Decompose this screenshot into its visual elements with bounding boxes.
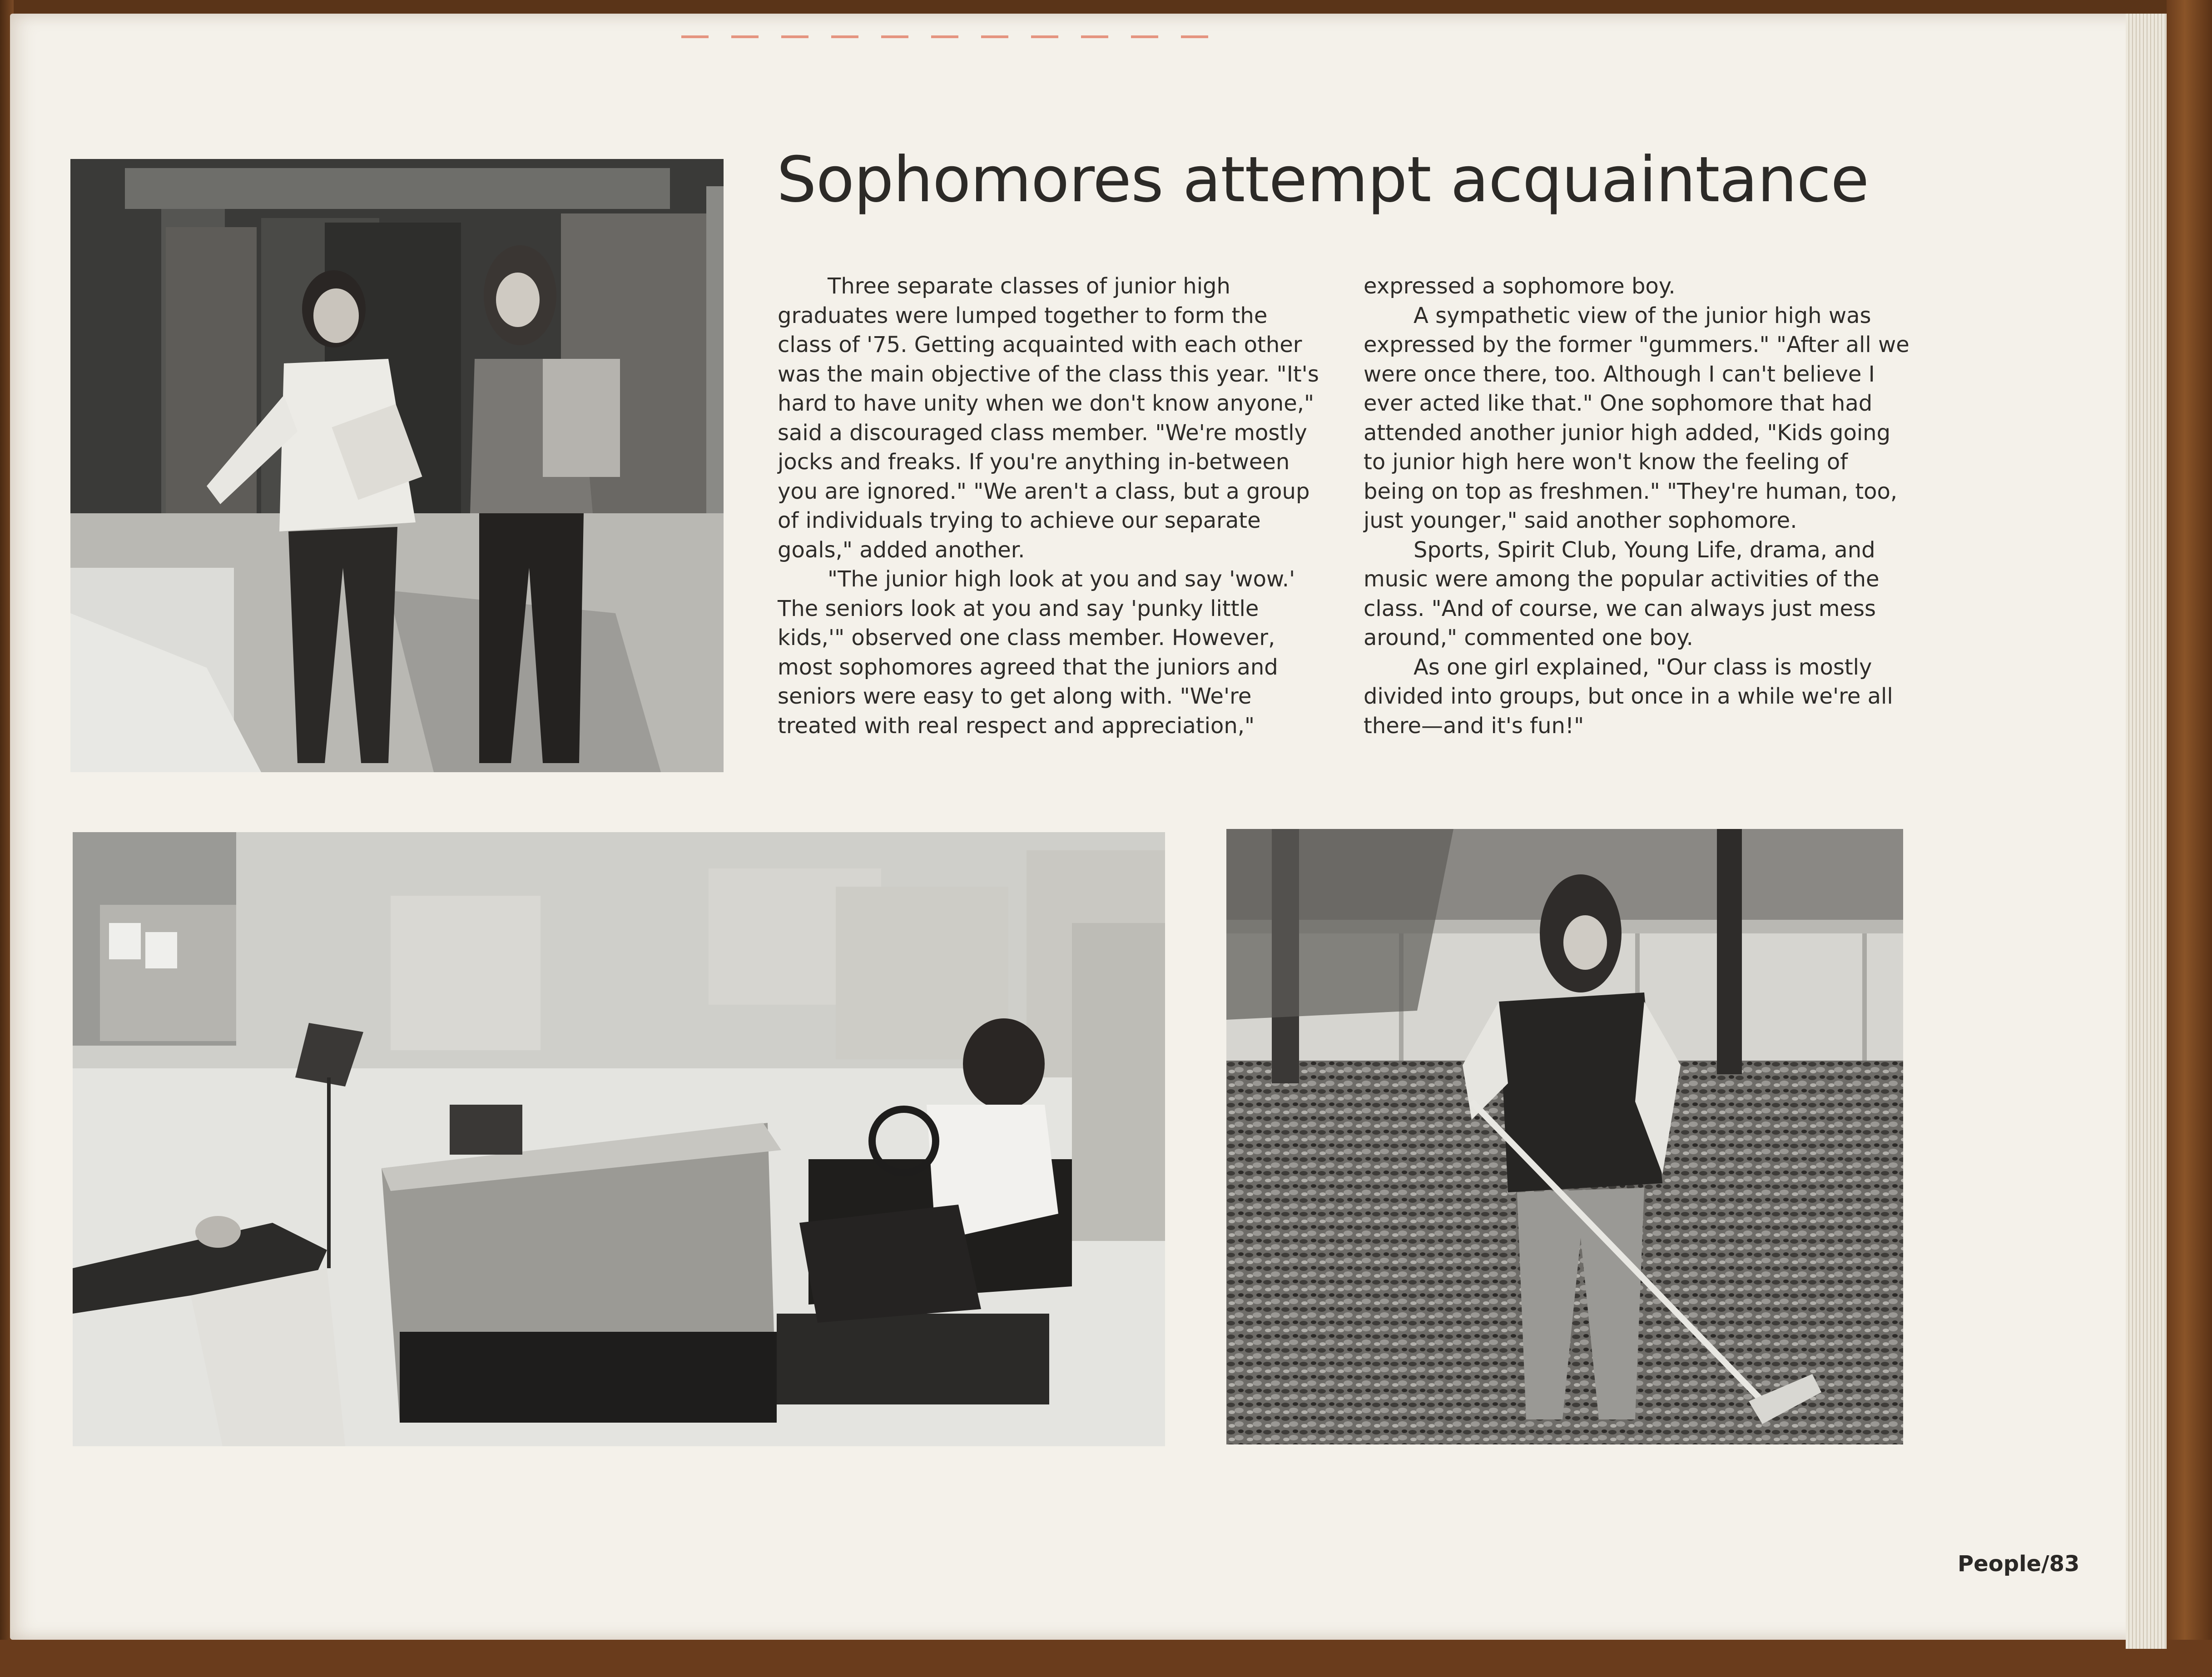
article-column-1 bbox=[778, 272, 1327, 740]
photo-driver-simulator bbox=[73, 832, 1165, 1446]
article-column-2 bbox=[1364, 272, 1913, 740]
article-paragraph: A sympathetic view of the junior high was expressed by the former "gummers." "After all we were once there, too. Although I can't believe I ever acted like that." One sophomore that had attended another junior high added, "Kids going to junior high here won't know the feeling of being on top as freshmen." "They're human, too, just younger," said another sophomore. bbox=[1364, 303, 1909, 533]
page-folio: People/83 bbox=[1958, 1551, 2080, 1577]
book-cover-bottom bbox=[0, 1640, 2212, 1677]
article-paragraph: Three separate classes of junior high graduates were lumped together to form the class of '75. Getting acquainted with each other was the main objective of the class this year. "It's hard to have unity when we don't know anyone," said a discouraged class member. "We're mostly jocks and freaks. If you're anything in-between you are ignored." "We aren't a class, but a group of individuals trying to achieve our separate goals," added another. bbox=[778, 273, 1319, 563]
page-headline: Sophomores attempt acquaintance bbox=[777, 143, 1869, 216]
top-ink-mark bbox=[681, 35, 1226, 38]
article-paragraph: "The junior high look at you and say 'wow.' The seniors look at you and say 'punky little kids,'" observed one class member. However, most sophomores agreed that the juniors and seniors were easy to get along with. "We're treated with real respect and appreciation," bbox=[778, 566, 1295, 739]
photo-girl-raking-leaves bbox=[1226, 829, 1903, 1444]
article-paragraph: As one girl explained, "Our class is mostly divided into groups, but once in a while we're all there—and it's fun!" bbox=[1364, 654, 1893, 739]
article-paragraph-continued: expressed a sophomore boy. bbox=[1364, 273, 1676, 299]
book-cover-right bbox=[2167, 0, 2212, 1677]
article-paragraph: Sports, Spirit Club, Young Life, drama, and music were among the popular activities of the class. "And of course, we can always just mess around," commented one boy. bbox=[1364, 537, 1880, 650]
photo-two-girls-walking bbox=[70, 159, 724, 772]
page-edges bbox=[2126, 14, 2167, 1649]
